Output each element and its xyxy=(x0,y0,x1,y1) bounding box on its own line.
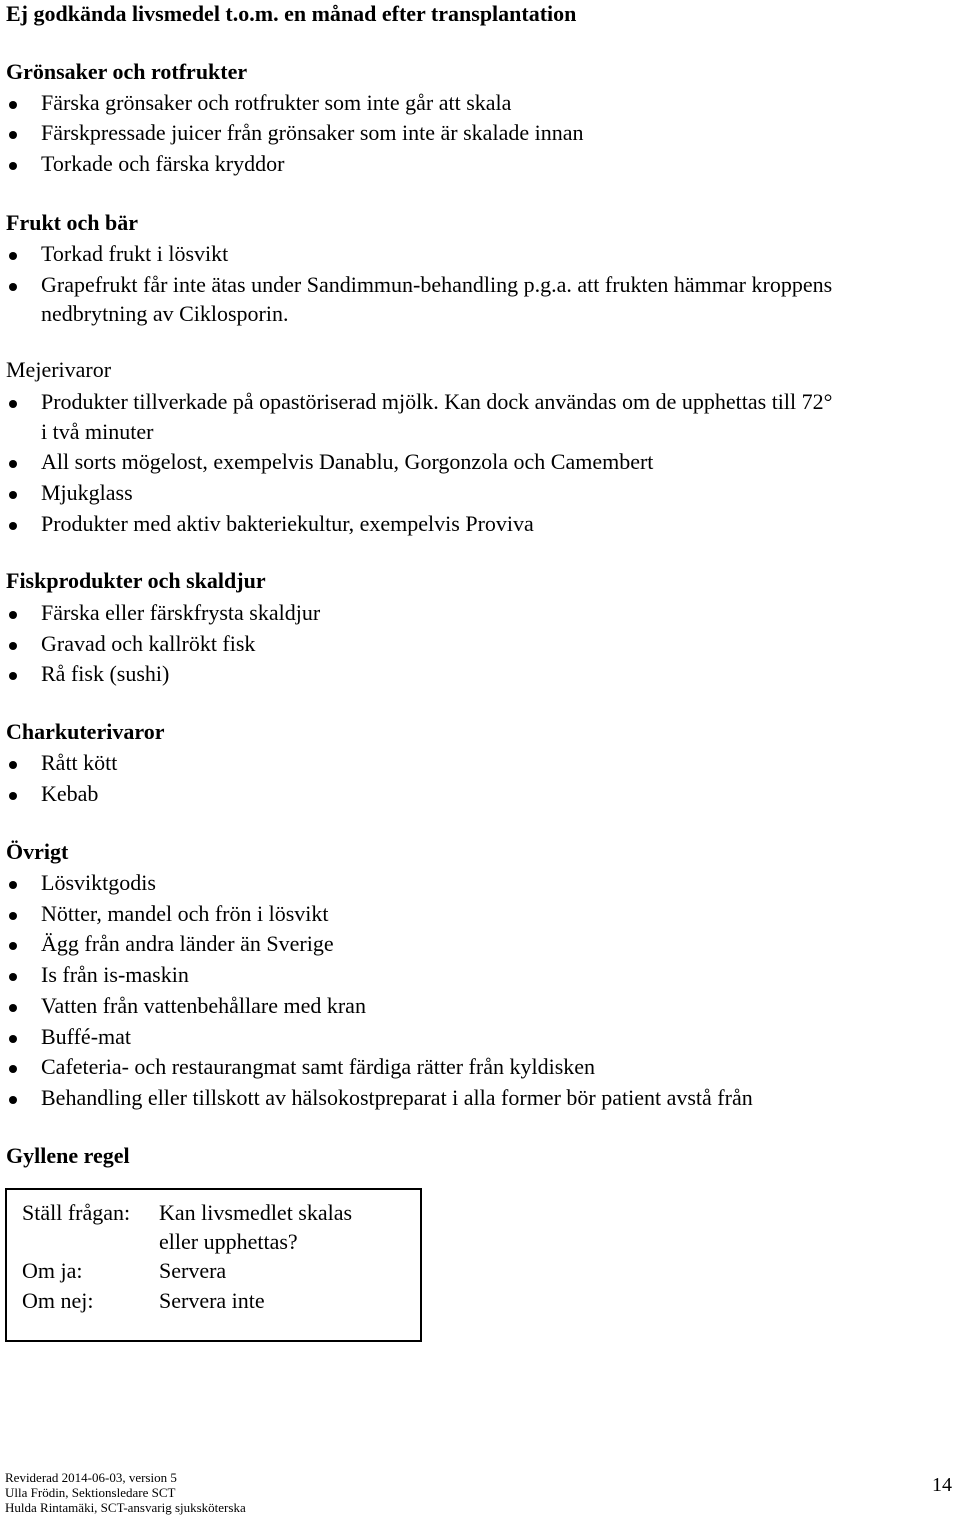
list-item: Is från is-maskin xyxy=(41,962,189,987)
list-item-continuation: nedbrytning av Ciklosporin. xyxy=(41,301,289,326)
bullet-icon xyxy=(9,973,17,981)
list-item: Produkter tillverkade på opastöriserad mjölk. Kan dock användas om de upphettas till 72° xyxy=(41,389,833,414)
bullet-icon xyxy=(9,131,17,139)
list-item: Kebab xyxy=(41,781,99,806)
list-item: Produkter med aktiv bakteriekultur, exempelvis Proviva xyxy=(41,511,534,536)
bullet-icon xyxy=(9,792,17,800)
bullet-icon xyxy=(9,642,17,650)
bullet-icon xyxy=(9,881,17,889)
list-item: Mjukglass xyxy=(41,480,133,505)
list-item: Färskpressade juicer från grönsaker som inte är skalade innan xyxy=(41,120,584,145)
bullet-icon xyxy=(9,491,17,499)
bullet-icon xyxy=(9,672,17,680)
bullet-icon xyxy=(9,912,17,920)
bullet-icon xyxy=(9,942,17,950)
list-item: Rått kött xyxy=(41,750,118,775)
page-number: 14 xyxy=(932,1474,952,1496)
list-item: All sorts mögelost, exempelvis Danablu, Gorgonzola och Camembert xyxy=(41,449,654,474)
bullet-icon xyxy=(9,1004,17,1012)
section-heading-fish: Fiskprodukter och skaldjur xyxy=(6,568,266,593)
bullet-icon xyxy=(9,460,17,468)
bullet-icon xyxy=(9,761,17,769)
bullet-icon xyxy=(9,162,17,170)
section-heading-meat: Charkuterivaror xyxy=(6,719,165,744)
ask-question-line2: eller upphettas? xyxy=(159,1229,298,1254)
no-value: Servera inte xyxy=(159,1288,265,1313)
list-item-continuation: i två minuter xyxy=(41,419,154,444)
footer-nurse: Hulda Rintamäki, SCT-ansvarig sjuksköterska xyxy=(5,1500,246,1515)
bullet-icon xyxy=(9,611,17,619)
section-heading-golden-rule: Gyllene regel xyxy=(6,1143,130,1168)
ask-question-line1: Kan livsmedlet skalas xyxy=(159,1200,353,1225)
section-heading-other: Övrigt xyxy=(6,839,69,864)
list-item: Behandling eller tillskott av hälsokostpreparat i alla former bör patient avstå från xyxy=(41,1085,753,1110)
list-item: Rå fisk (sushi) xyxy=(41,661,170,686)
footer-author: Ulla Frödin, Sektionsledare SCT xyxy=(5,1485,176,1500)
list-item: Färska grönsaker och rotfrukter som inte går att skala xyxy=(41,90,512,115)
list-item: Cafeteria- och restaurangmat samt färdiga rätter från kyldisken xyxy=(41,1054,596,1079)
footer-revision: Reviderad 2014-06-03, version 5 xyxy=(5,1470,177,1485)
list-item: Färska eller färskfrysta skaldjur xyxy=(41,600,321,625)
bullet-icon xyxy=(9,400,17,408)
list-item: Ägg från andra länder än Sverige xyxy=(41,931,334,956)
bullet-icon xyxy=(9,1096,17,1104)
list-item: Nötter, mandel och frön i lösvikt xyxy=(41,901,329,926)
ask-label: Ställ frågan: xyxy=(22,1200,131,1225)
bullet-icon xyxy=(9,283,17,291)
bullet-icon xyxy=(9,522,17,530)
list-item: Vatten från vattenbehållare med kran xyxy=(41,993,366,1018)
section-heading-dairy: Mejerivaror xyxy=(6,357,112,382)
list-item: Torkade och färska kryddor xyxy=(41,151,285,176)
bullet-icon xyxy=(9,1035,17,1043)
list-item: Gravad och kallrökt fisk xyxy=(41,631,256,656)
yes-label: Om ja: xyxy=(22,1258,83,1283)
section-heading-vegetables: Grönsaker och rotfrukter xyxy=(6,59,248,84)
bullet-icon xyxy=(9,252,17,260)
yes-value: Servera xyxy=(159,1258,227,1283)
bullet-icon xyxy=(9,1065,17,1073)
list-item: Torkad frukt i lösvikt xyxy=(41,241,229,266)
list-item: Grapefrukt får inte ätas under Sandimmun-behandling p.g.a. att frukten hämmar kroppens xyxy=(41,272,833,297)
section-heading-fruit: Frukt och bär xyxy=(6,210,138,235)
list-item: Buffé-mat xyxy=(41,1024,132,1049)
list-item: Lösviktgodis xyxy=(41,870,156,895)
no-label: Om nej: xyxy=(22,1288,94,1313)
bullet-icon xyxy=(9,101,17,109)
golden-rule-box xyxy=(5,1188,422,1342)
page-title: Ej godkända livsmedel t.o.m. en månad efter transplantation xyxy=(6,1,577,26)
